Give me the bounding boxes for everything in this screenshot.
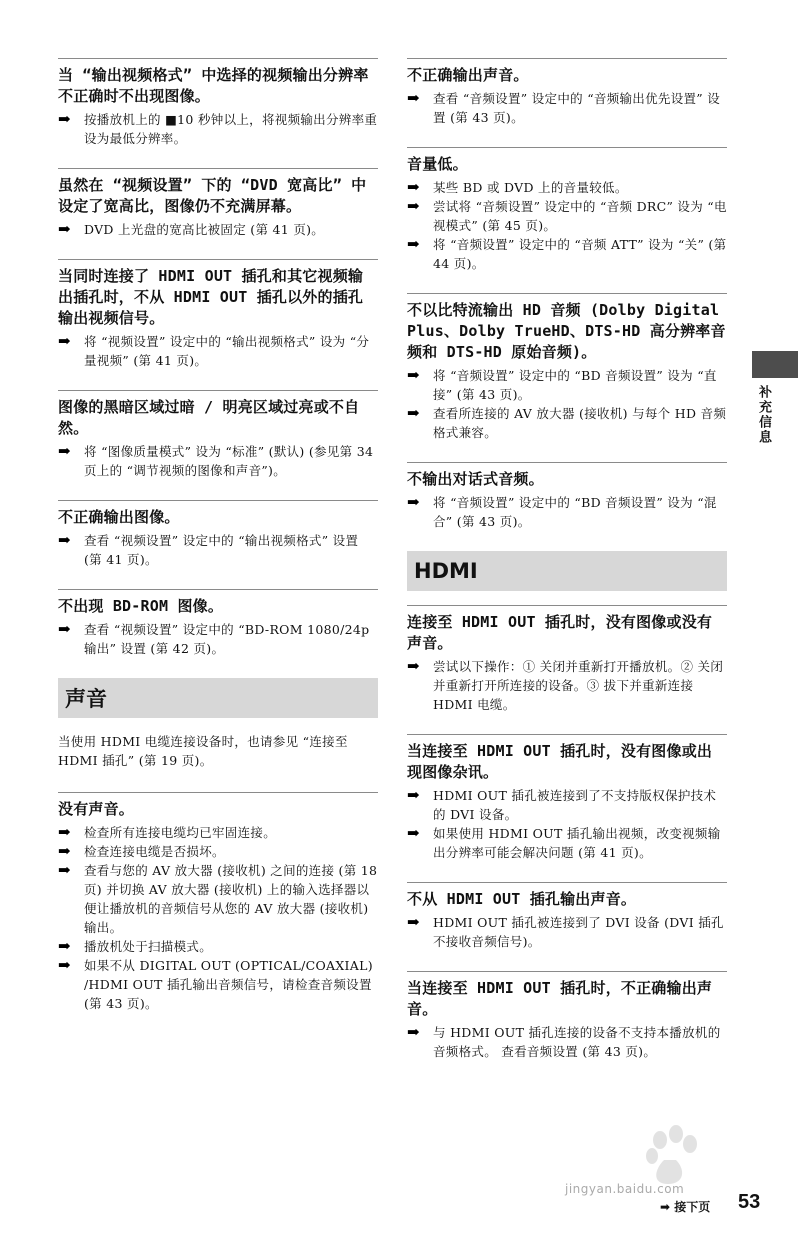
troubleshooting-entry [58,500,378,569]
solution-text: 将 “视频设置” 设定中的 “输出视频格式” 设为 “分量视频” (第 41 页)。 [84,334,370,368]
arrow-right-icon: ➡ [407,1023,420,1041]
solution-text: HDMI OUT 插孔被连接到了 DVI 设备 (DVI 插孔不接收音频信号)。 [433,915,724,949]
arrow-right-icon: ➡ [407,89,420,107]
solution-text: HDMI OUT 插孔被连接到了不支持版权保护技术的 DVI 设备。 [433,788,717,822]
arrow-right-icon: ➡ [58,531,71,549]
arrow-right-icon: ➡ [58,842,71,860]
entry-title: 图像的黑暗区域过暗 / 明亮区域过亮或不自然。 [58,398,360,437]
solution-item [58,442,378,480]
section-heading-audio-text: 声音 [65,687,107,711]
entry-title: 音量低。 [407,155,468,173]
solution-text: 播放机处于扫描模式。 [84,939,213,954]
arrow-right-icon: ➡ [58,220,71,238]
solution-text: 将 “图像质量模式” 设为 “标准” (默认) (参见第 34 页上的 “调节视频的图像和声音”)。 [84,444,374,478]
solution-item [58,110,378,148]
sidebar-label: 补充信息 [756,385,771,445]
right-entries-bottom [407,605,727,1061]
next-page-indicator: ➡ 接下页 [660,1200,711,1214]
entry-title: 当连接至 HDMI OUT 插孔时，没有图像或出现图像杂讯。 [407,742,713,781]
solution-item [407,197,727,235]
solution-text: 如果使用 HDMI OUT 插孔输出视频，改变视频输出分辨率可能会解决问题 (第 41 页)。 [433,826,721,860]
entry-title: 不正确输出声音。 [407,66,529,84]
entry-title: 连接至 HDMI OUT 插孔时，没有图像或没有声音。 [407,613,713,652]
arrow-right-icon: ➡ [58,442,71,460]
solution-item [407,913,727,951]
arrow-right-icon: ➡ [407,824,420,842]
arrow-right-icon: ➡ [58,620,71,638]
entry-title: 不以比特流输出 HD 音频 (Dolby Digital Plus、Dolby TrueHD、DTS-HD 高分辨率音频和 DTS-HD 原始音频)。 [407,301,726,361]
entry-title: 当连接至 HDMI OUT 插孔时，不正确输出声音。 [407,979,713,1018]
left-column [58,58,378,1033]
solution-item [407,366,727,404]
solution-text: 查看 “视频设置” 设定中的 “输出视频格式” 设置 (第 41 页)。 [84,533,359,567]
solution-text: DVD 上光盘的宽高比被固定 (第 41 页)。 [84,222,325,237]
troubleshooting-entry [58,259,378,370]
watermark-text: jingyan.baidu.com [565,1182,685,1196]
arrow-right-icon: ➡ [407,913,420,931]
sidebar-tab-marker [752,351,798,378]
solution-text: 与 HDMI OUT 插孔连接的设备不支持本播放机的音频格式。 查看音频设置 (第 43 页)。 [433,1025,721,1059]
solution-item [58,220,378,239]
troubleshooting-entry [407,293,727,442]
solution-text: 检查连接电缆是否损坏。 [84,844,225,859]
solution-text: 将 “音频设置” 设定中的 “音频 ATT” 设为 “关” (第 44 页)。 [433,237,727,271]
solution-item [407,824,727,862]
arrow-right-icon: ➡ [58,937,71,955]
entry-title: 当 “输出视频格式” 中选择的视频输出分辨率不正确时不出现图像。 [58,66,369,105]
solution-item [407,493,727,531]
solution-text: 尝试以下操作：① 关闭并重新打开播放机。② 关闭并重新打开所连接的设备。③ 拔下并重新连接 HDMI 电缆。 [433,659,724,712]
solution-text: 如果不从 DIGITAL OUT (OPTICAL/COAXIAL) /HDMI OUT 插孔输出音频信号，请检查音频设置 (第 43 页)。 [84,958,373,1011]
solution-text: 某些 BD 或 DVD 上的音量较低。 [433,180,628,195]
solution-text: 将 “音频设置” 设定中的 “BD 音频设置” 设为 “混合” (第 43 页)。 [433,495,717,529]
arrow-right-icon: ➡ [407,366,420,384]
troubleshooting-entry [407,58,727,127]
troubleshooting-entry [407,605,727,714]
troubleshooting-entry [58,589,378,658]
troubleshooting-entry [407,147,727,273]
solution-text: 查看 “音频设置” 设定中的 “音频输出优先设置” 设置 (第 43 页)。 [433,91,721,125]
solution-text: 尝试将 “音频设置” 设定中的 “音频 DRC” 设为 “电视模式” (第 45 页)。 [433,199,727,233]
entry-title: 不出现 BD-ROM 图像。 [58,597,224,615]
arrow-right-icon: ➡ [407,786,420,804]
troubleshooting-entry [58,390,378,480]
troubleshooting-entry [58,58,378,148]
solution-item [407,178,727,197]
troubleshooting-entry [58,168,378,239]
solution-item [58,861,378,937]
section-heading-hdmi-text: HDMI [414,559,478,583]
page-number: 53 [738,1191,761,1213]
audio-intro-paragraph: 当使用 HDMI 电缆连接设备时，也请参见 “连接至 HDMI 插孔” (第 19 页)。 [58,734,348,768]
solution-item [407,89,727,127]
solution-item [58,332,378,370]
left-entries-top [58,58,378,658]
solution-text: 按播放机上的 ■10 秒钟以上，将视频输出分辨率重设为最低分辨率。 [84,112,378,146]
solution-item [58,842,378,861]
solution-item [407,404,727,442]
solution-item [58,531,378,569]
left-entries-bottom [58,792,378,1013]
solution-item [58,937,378,956]
arrow-right-icon: ➡ [58,332,71,350]
entry-title: 不正确输出图像。 [58,508,180,526]
arrow-right-icon: ➡ [407,235,420,253]
solution-item [407,657,727,714]
troubleshooting-entry [58,792,378,1013]
section-heading-hdmi [407,551,727,591]
solution-item [407,1023,727,1061]
entry-title: 没有声音。 [58,800,135,818]
right-column [407,58,727,1081]
entry-title: 不输出对话式音频。 [407,470,544,488]
arrow-right-icon: ➡ [407,178,420,196]
arrow-right-icon: ➡ [407,197,420,215]
solution-item [58,823,378,842]
entry-title: 当同时连接了 HDMI OUT 插孔和其它视频输出插孔时，不从 HDMI OUT 插孔以外的插孔输出视频信号。 [58,267,364,327]
entry-title: 不从 HDMI OUT 插孔输出声音。 [407,890,637,908]
right-entries-top [407,58,727,531]
troubleshooting-entry [407,734,727,862]
entry-title: 虽然在 “视频设置” 下的 “DVD 宽高比” 中设定了宽高比，图像仍不充满屏幕。 [58,176,367,215]
solution-text: 查看与您的 AV 放大器 (接收机) 之间的连接 (第 18 页) 并切换 AV 放大器 (接收机) 上的输入选择器以便让播放机的音频信号从您的 AV 放大器 (接收机) 输出。 [84,863,378,935]
arrow-right-icon: ➡ [58,861,71,879]
troubleshooting-entry [407,462,727,531]
solution-text: 查看 “视频设置” 设定中的 “BD-ROM 1080/24p 输出” 设置 (第 42 页)。 [84,622,370,656]
solution-text: 检查所有连接电缆均已牢固连接。 [84,825,277,840]
troubleshooting-entry [407,882,727,951]
arrow-right-icon: ➡ [58,110,71,128]
section-heading-audio [58,678,378,718]
troubleshooting-entry [407,971,727,1061]
solution-item [58,620,378,658]
solution-text: 将 “音频设置” 设定中的 “BD 音频设置” 设为 “直接” (第 43 页)。 [433,368,717,402]
arrow-right-icon: ➡ [407,493,420,511]
solution-text: 查看所连接的 AV 放大器 (接收机) 与每个 HD 音频格式兼容。 [433,406,727,440]
solution-item [407,235,727,273]
arrow-right-icon: ➡ [407,404,420,422]
arrow-right-icon: ➡ [407,657,420,675]
solution-item [407,786,727,824]
solution-item [58,956,378,1013]
arrow-right-icon: ➡ [58,823,71,841]
arrow-right-icon: ➡ [58,956,71,974]
